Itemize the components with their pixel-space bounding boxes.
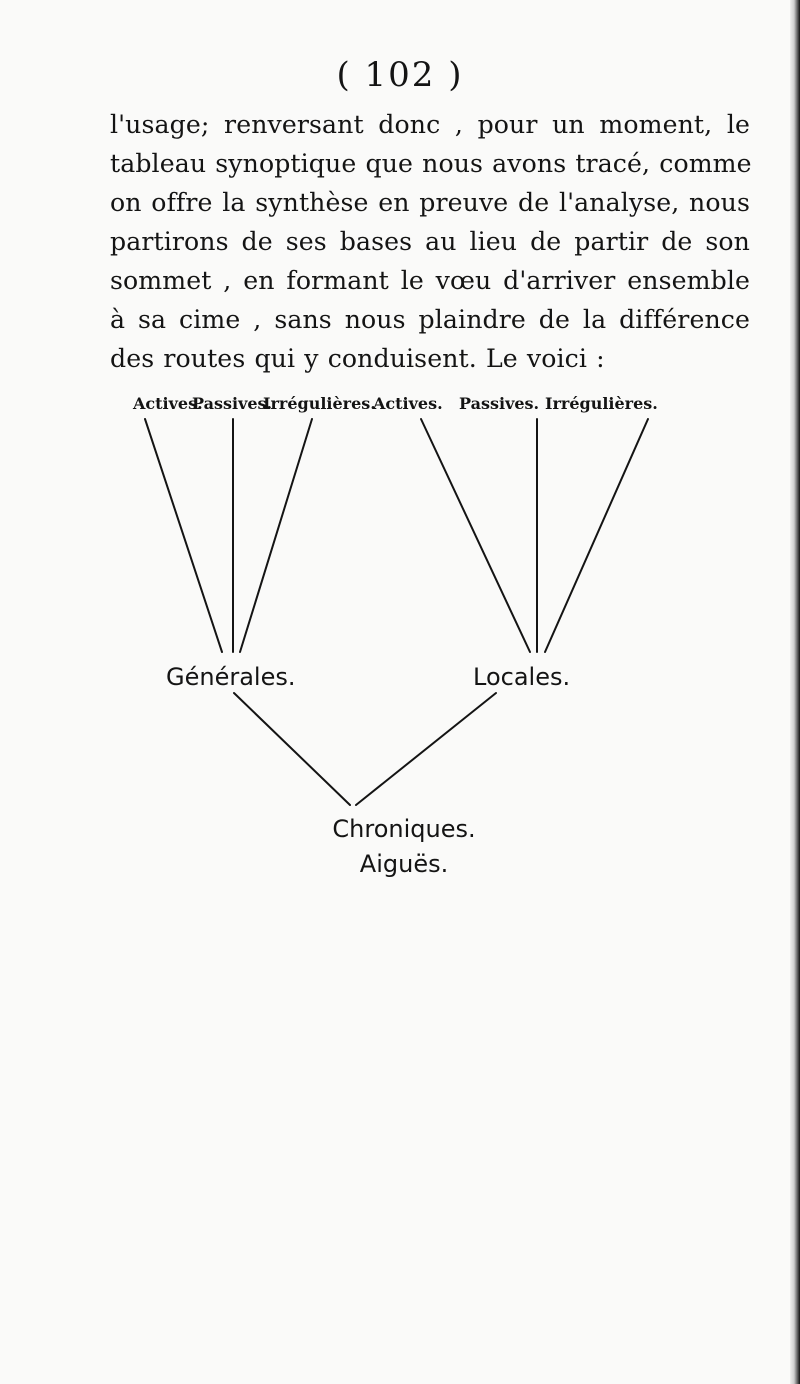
label-actives-right: Actives. [373, 394, 443, 413]
branch-line [421, 419, 530, 652]
branch-line [545, 419, 648, 652]
label-passives-right: Passives. [459, 394, 540, 413]
label-irregulieres-right: Irrégulières. [545, 394, 658, 413]
branch-line [145, 419, 222, 652]
branch-line [240, 419, 312, 652]
label-chroniques: Chroniques. [332, 815, 476, 843]
branch-line [234, 693, 350, 805]
page-edge [790, 0, 800, 1384]
page-number: ( 102 ) [336, 55, 464, 95]
text-line: l'usage; renversant donc , pour un moment, le [110, 110, 750, 139]
label-passives-left: Passives. [192, 394, 273, 413]
label-actives-left: Actives. [133, 394, 203, 413]
text-line: à sa cime , sans nous plaindre de la différence [110, 305, 750, 334]
text-line: tableau synoptique que nous avons tracé, comme [110, 149, 752, 178]
label-irregulieres-left: Irrégulières. [263, 394, 376, 413]
label-locales: Locales. [473, 663, 571, 691]
text-line: on offre la synthèse en preuve de l'analyse, nous [110, 188, 750, 217]
text-line: des routes qui y conduisent. Le voici : [110, 344, 605, 373]
label-generales: Générales. [166, 663, 296, 691]
label-aigues: Aiguës. [359, 850, 449, 878]
body-paragraph [110, 105, 750, 378]
branch-line [356, 693, 496, 805]
text-line: sommet , en formant le vœu d'arriver ensemble [110, 266, 750, 295]
text-line: partirons de ses bases au lieu de partir de son [110, 227, 750, 256]
